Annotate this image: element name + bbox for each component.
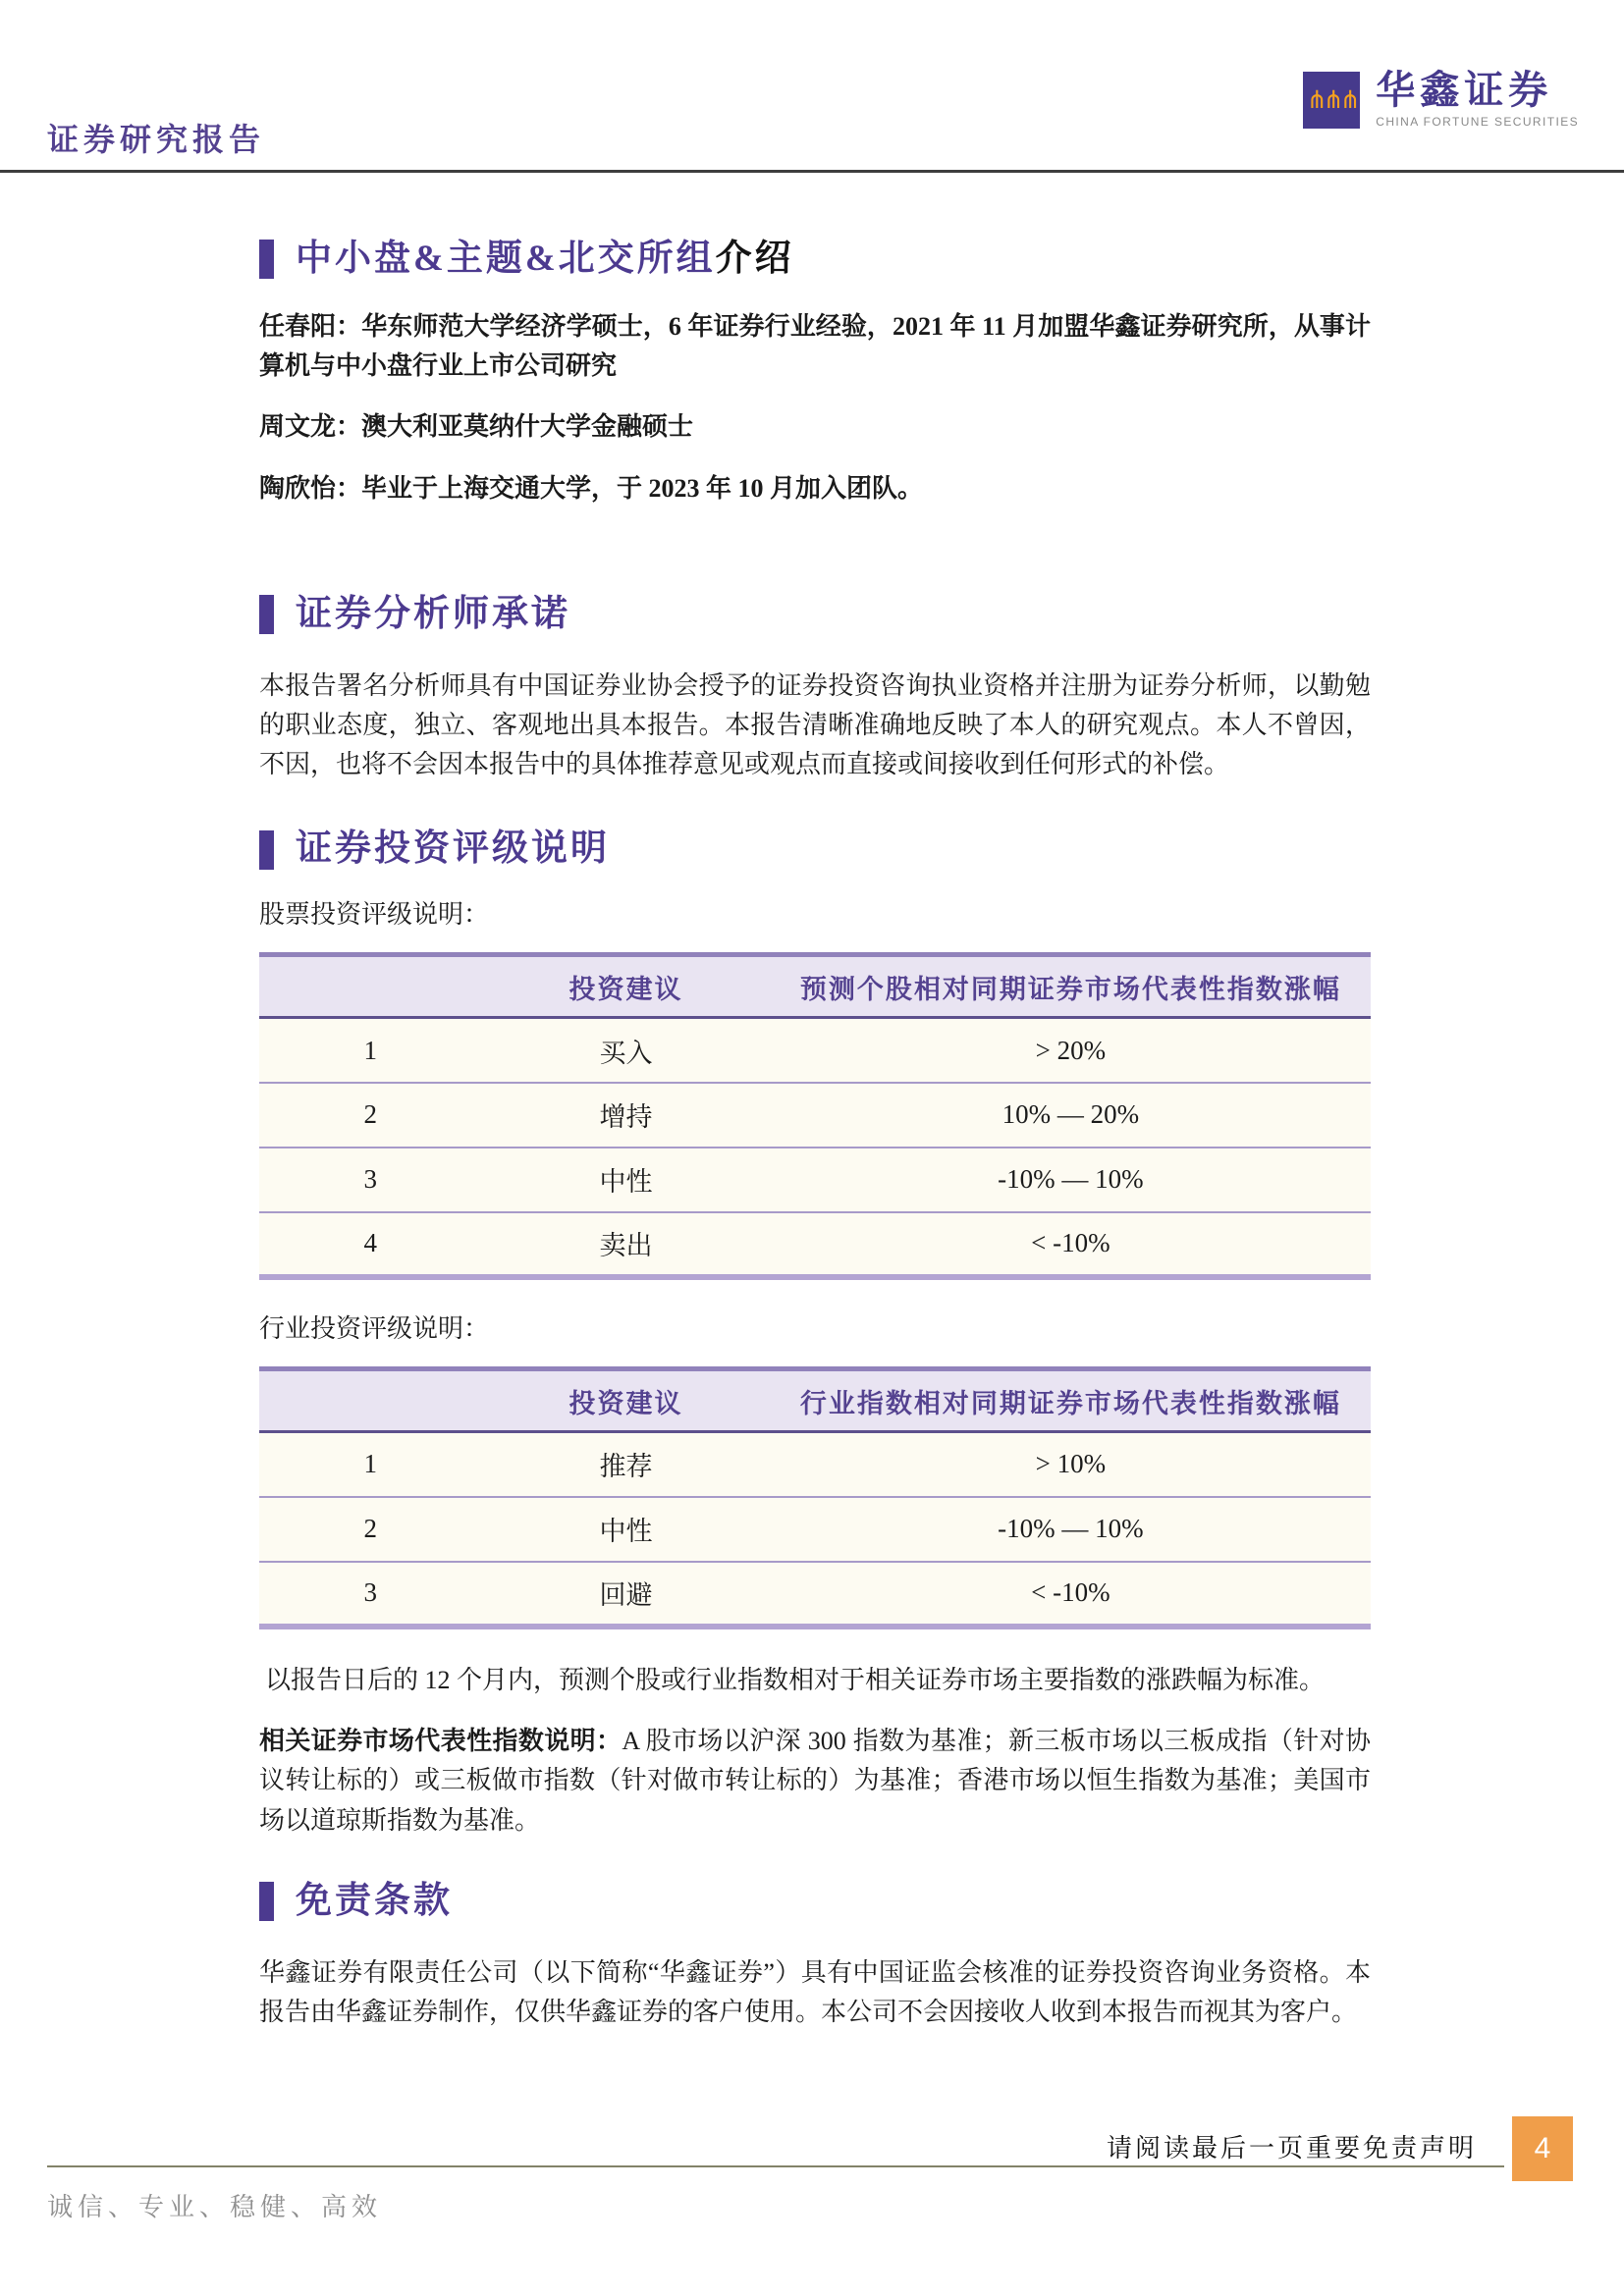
- cell-index: 2: [363, 1514, 377, 1544]
- benchmark-lead: 相关证券市场代表性指数说明：: [259, 1727, 623, 1756]
- table-row: [259, 1148, 1371, 1212]
- section-title-team: [259, 240, 1371, 280]
- team-title-rest: 介绍: [715, 239, 794, 279]
- stock-rating-table-head: [259, 955, 1371, 1018]
- header-cell-advice: 投资建议: [568, 1388, 683, 1418]
- cell-advice: 中性: [599, 1167, 653, 1198]
- table-row: [259, 1497, 1371, 1562]
- header-cell-range: 行业指数相对同期证券市场代表性指数涨幅: [799, 1388, 1341, 1418]
- cell-advice: 回避: [599, 1580, 653, 1611]
- cell-range: -10% — 10%: [998, 1164, 1144, 1195]
- cell-advice: 推荐: [599, 1452, 653, 1482]
- report-type-label: 证券研究报告: [47, 122, 266, 157]
- team-title-accent: 中小盘&主题&北交所组: [296, 239, 716, 279]
- cell-index: 3: [363, 1577, 377, 1608]
- cell-range: 10% — 20%: [1001, 1099, 1140, 1130]
- cell-index: 3: [363, 1164, 377, 1195]
- stock-rating-table-body: [259, 1018, 1371, 1277]
- header-cell-index: [259, 1369, 481, 1432]
- cell-index: 2: [363, 1099, 377, 1130]
- footer-divider: [47, 2165, 1504, 2167]
- section-heading-commitment: 证券分析师承诺: [296, 593, 570, 634]
- industry-rating-label: 行业投资评级说明：: [259, 1313, 490, 1343]
- cell-advice: 中性: [599, 1517, 653, 1547]
- footer-slogan: 诚信、专业、稳健、高效: [47, 2193, 383, 2221]
- section-title-commitment: [259, 595, 1371, 635]
- cell-index: 1: [363, 1035, 377, 1065]
- header-cell-advice: 投资建议: [568, 974, 683, 1004]
- section-bar: [259, 240, 274, 279]
- analyst-bio: 周文龙：澳大利亚莫纳什大学金融硕士: [259, 412, 694, 442]
- logo-mark-icon: [1303, 72, 1360, 129]
- disclaimer-paragraph: 华鑫证券有限责任公司（以下简称“华鑫证券”）具有中国证监会核准的证券投资咨询业务资格。本报告由华鑫证券制作，仅供华鑫证券的客户使用。本公司不会因接收人收到本报告而视其为客户。: [259, 1957, 1371, 2026]
- section-title-rating: [259, 829, 1371, 870]
- section-heading-team: [296, 240, 794, 280]
- section-heading-disclaimer: 免责条款: [296, 1880, 453, 1921]
- logo-company-name-en: CHINA FORTUNE SECURITIES: [1376, 115, 1579, 129]
- header-cell-index: [259, 955, 481, 1018]
- benchmark-body: A 股市场以沪深 300 指数为基准；新三板市场以三板成指（针对协议转让标的）或三板做市指数（针对做市转让标的）为基准；香港市场以恒生指数为基准；美国市场以道琼斯指数为基准。: [259, 1727, 1371, 1835]
- stock-rating-table: [259, 952, 1371, 1280]
- industry-rating-table: [259, 1366, 1371, 1629]
- table-row: [259, 1432, 1371, 1497]
- table-header-row: [259, 955, 1371, 1018]
- cell-range: < -10%: [1031, 1577, 1110, 1608]
- page-header: [0, 0, 1624, 173]
- section-bar: [259, 1882, 274, 1921]
- table-row: [259, 1083, 1371, 1148]
- analyst-bio: 任春阳：华东师范大学经济学硕士，6 年证券行业经验，2021 年 11 月加盟华鑫证券研究所，从事计算机与中小盘行业上市公司研究: [259, 311, 1371, 380]
- logo-text: [1376, 68, 1579, 129]
- industry-rating-table-head: [259, 1369, 1371, 1432]
- cell-index: 4: [363, 1228, 377, 1258]
- table-row: [259, 1212, 1371, 1277]
- cell-range: -10% — 10%: [998, 1514, 1144, 1544]
- cell-range: < -10%: [1031, 1228, 1110, 1258]
- cell-index: 1: [363, 1449, 377, 1479]
- cell-advice: 卖出: [599, 1231, 653, 1261]
- logo-company-name: 华鑫证券: [1376, 68, 1553, 112]
- analyst-bios: [259, 307, 1371, 508]
- commitment-paragraph: 本报告署名分析师具有中国证券业协会授予的证券投资咨询执业资格并注册为证券分析师，以勤勉的职业态度，独立、客观地出具本报告。本报告清晰准确地反映了本人的研究观点。本人不曾因，不因，也将不会因本报告中的具体推荐意见或观点而直接或间接收到任何形式的补偿。: [259, 670, 1371, 779]
- section-title-disclaimer: [259, 1882, 1371, 1922]
- rating-basis-note: 以报告日后的 12 个月内，预测个股或行业指数相对于相关证券市场主要指数的涨跌幅为标准。: [265, 1665, 1326, 1694]
- header-cell-range: 预测个股相对同期证券市场代表性指数涨幅: [799, 974, 1341, 1004]
- logo-mark-glyphs: ⋔⋔⋔: [1306, 85, 1357, 114]
- table-row: [259, 1018, 1371, 1083]
- page-number-badge: 4: [1512, 2116, 1573, 2181]
- company-logo: [1303, 68, 1579, 129]
- table-header-row: [259, 1369, 1371, 1432]
- section-bar: [259, 830, 274, 870]
- table-row: [259, 1562, 1371, 1627]
- section-bar: [259, 595, 274, 634]
- cell-range: > 20%: [1035, 1035, 1107, 1065]
- cell-range: > 10%: [1035, 1449, 1107, 1479]
- benchmark-paragraph: [259, 1722, 1371, 1841]
- industry-rating-table-body: [259, 1432, 1371, 1627]
- cell-advice: 买入: [599, 1038, 653, 1068]
- report-content: [259, 240, 1371, 2032]
- footer-notice: 请阅读最后一页重要免责声明: [1106, 2134, 1477, 2163]
- cell-advice: 增持: [599, 1102, 653, 1133]
- section-heading-rating: 证券投资评级说明: [296, 828, 610, 870]
- analyst-bio: 陶欣怡：毕业于上海交通大学，于 2023 年 10 月加入团队。: [259, 473, 924, 503]
- stock-rating-label: 股票投资评级说明：: [259, 900, 490, 930]
